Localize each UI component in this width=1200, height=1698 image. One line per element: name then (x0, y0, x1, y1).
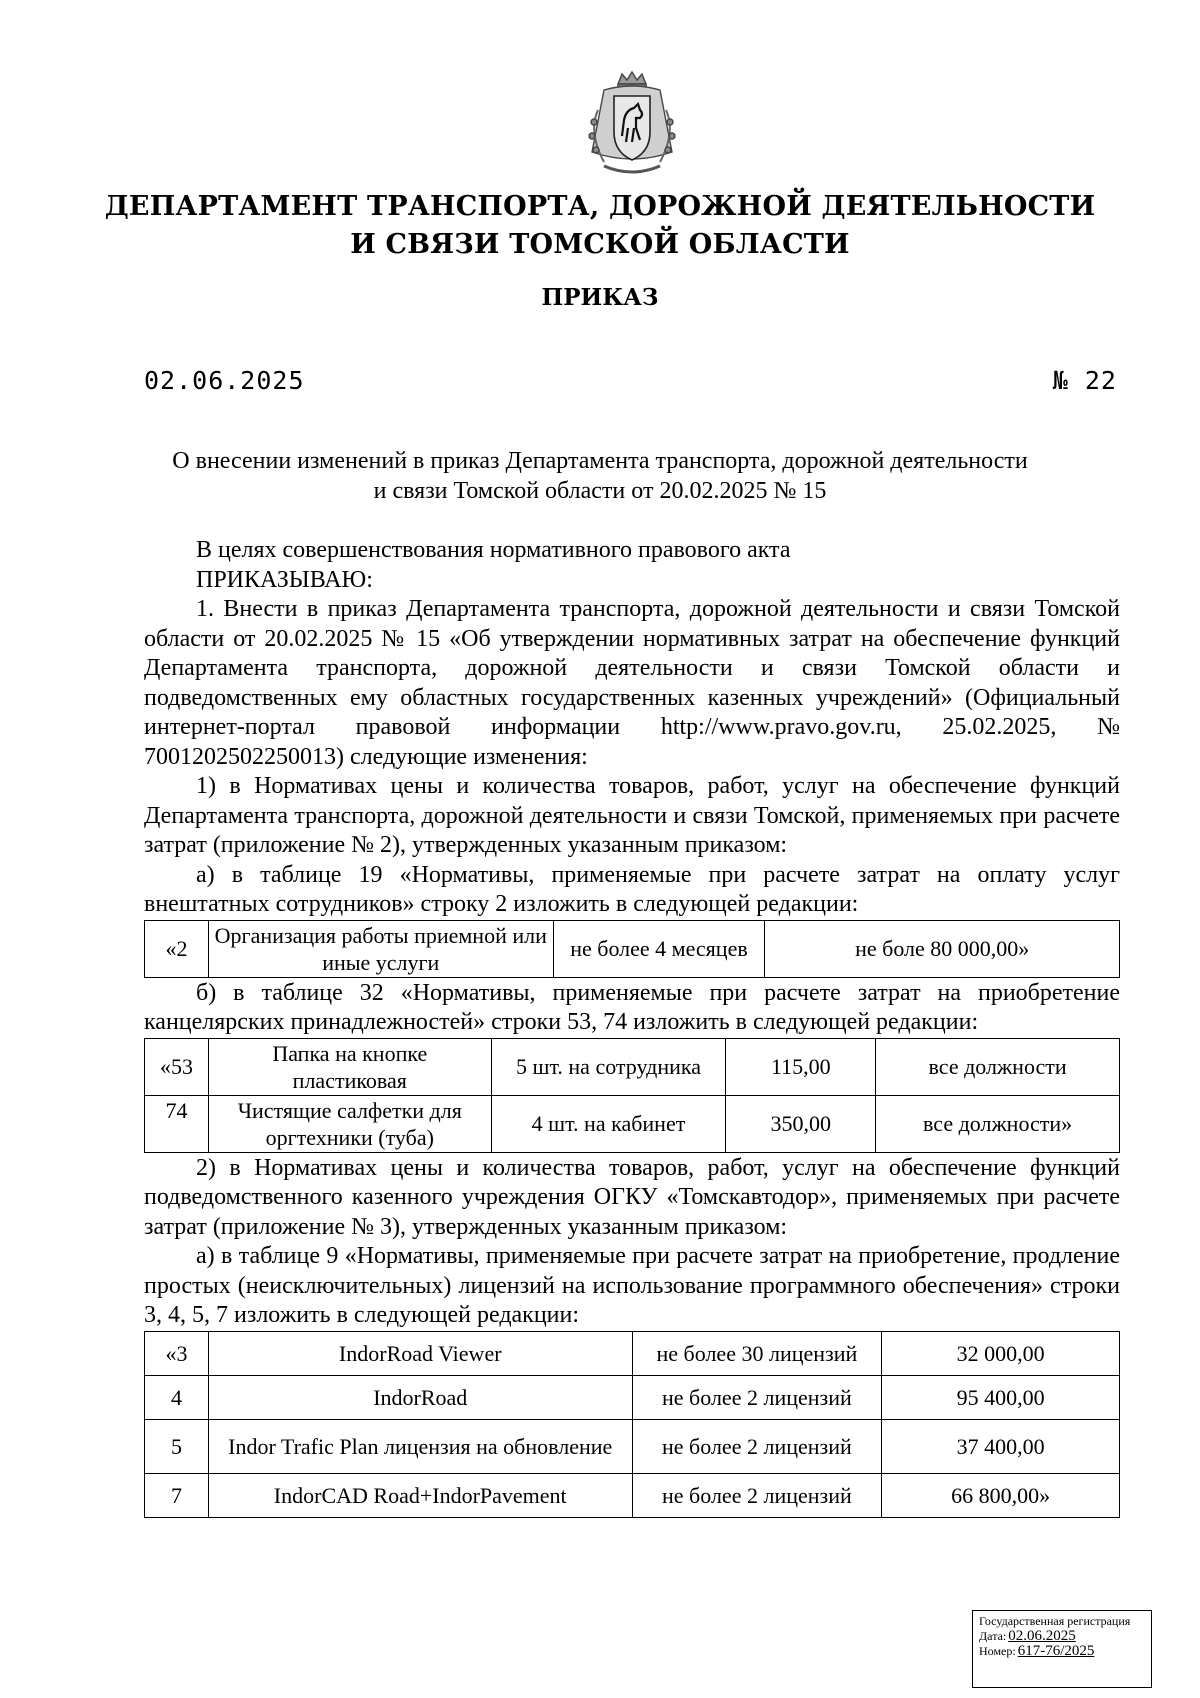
table-9-rows (144, 1331, 1120, 1518)
document-body (144, 536, 1120, 1519)
table-cell: не более 4 месяцев (553, 920, 765, 977)
table-cell: «3 (145, 1331, 209, 1375)
table-cell: все должности» (876, 1095, 1120, 1152)
table-cell: Чистящие салфетки для оргтехники (туба) (208, 1095, 491, 1152)
paragraph-1-2-a: а) в таблице 9 «Нормативы, применяемые при расчете затрат на приобретение, продление простых (неисключительных) лицензий на использование программного обеспечения» строки 3, 4, 5, 7 изложить в следующей редакции: (144, 1243, 1120, 1328)
table-cell: 5 (145, 1419, 209, 1473)
table-cell: «53 (145, 1038, 209, 1095)
table-row (145, 1375, 1120, 1419)
table-row (145, 920, 1120, 977)
table-cell: не боле 80 000,00» (765, 920, 1120, 977)
table-cell: 5 шт. на сотрудника (491, 1038, 726, 1095)
table-row (145, 1419, 1120, 1473)
table-cell: все должности (876, 1038, 1120, 1095)
document-subject: О внесении изменений в приказ Департамента транспорта, дорожной деятельности и связи Томской области от 20.02.2025 № 15 (172, 448, 1028, 504)
organization-name-line-2: И СВЯЗИ ТОМСКОЙ ОБЛАСТИ (350, 229, 850, 260)
table-cell: Организация работы приемной или иные услуги (208, 920, 553, 977)
table-cell: 115,00 (726, 1038, 876, 1095)
table-cell: 7 (145, 1473, 209, 1517)
organization-name (0, 188, 1200, 264)
registration-number-label: Номер: (979, 1644, 1016, 1658)
table-cell: не более 30 лицензий (632, 1331, 882, 1375)
registration-number-value: 617-76/2025 (1017, 1643, 1095, 1659)
table-row (145, 1473, 1120, 1517)
table-cell: 4 шт. на кабинет (491, 1095, 726, 1152)
table-cell: IndorCAD Road+IndorPavement (208, 1473, 632, 1517)
table-cell: IndorRoad (208, 1375, 632, 1419)
table-19-row (144, 920, 1120, 978)
document-number: № 22 (1052, 366, 1117, 395)
paragraph-purpose: В целях совершенствования нормативного правового акта (196, 537, 791, 563)
table-cell: не более 2 лицензий (632, 1375, 882, 1419)
paragraph-1-1-a: а) в таблице 19 «Нормативы, применяемые при расчете затрат на оплату услуг внештатных сотрудников» строку 2 изложить в следующей редакции: (144, 861, 1120, 917)
registration-date-label: Дата: (979, 1629, 1007, 1643)
table-cell: Indor Trafic Plan лицензия на обновление (208, 1419, 632, 1473)
table-cell: 32 000,00 (882, 1331, 1120, 1375)
registration-date-value: 02.06.2025 (1008, 1628, 1076, 1644)
table-row (145, 1331, 1120, 1375)
table-32-rows (144, 1038, 1120, 1153)
organization-name-line-1: ДЕПАРТАМЕНТ ТРАНСПОРТА, ДОРОЖНОЙ ДЕЯТЕЛЬНОСТИ (104, 191, 1096, 222)
table-cell: 350,00 (726, 1095, 876, 1152)
document-date: 02.06.2025 (144, 366, 305, 395)
table-cell: Папка на кнопке пластиковая (208, 1038, 491, 1095)
table-cell: 66 800,00» (882, 1473, 1120, 1517)
registration-title: Государственная регистрация (979, 1614, 1131, 1628)
table-row (145, 1095, 1120, 1152)
paragraph-1-2: 2) в Нормативах цены и количества товаров, работ, услуг на обеспечение функций подведомственного казенного учреждения ОГКУ «Томскавтодор», применяемых при расчете затрат (приложение № 3), утвержденных указанным приказом: (144, 1154, 1120, 1240)
paragraph-order: ПРИКАЗЫВАЮ: (196, 566, 373, 593)
table-cell: 4 (145, 1375, 209, 1419)
table-cell: IndorRoad Viewer (208, 1331, 632, 1375)
document-type: ПРИКАЗ (541, 284, 659, 311)
table-row (145, 1038, 1120, 1095)
table-cell: не более 2 лицензий (632, 1473, 882, 1517)
table-cell: не более 2 лицензий (632, 1419, 882, 1473)
tomsk-oblast-coat-of-arms-icon (574, 70, 690, 180)
table-cell: «2 (145, 920, 209, 977)
paragraph-1-1: 1) в Нормативах цены и количества товаров, работ, услуг на обеспечение функций Департамента транспорта, дорожной деятельности и связи Томской, применяемых при расчете затрат (приложение № 2), утвержденных указанным приказом: (144, 773, 1120, 858)
table-cell: 74 (145, 1095, 209, 1152)
paragraph-1-1-b: б) в таблице 32 «Нормативы, применяемые при расчете затрат на приобретение канцелярских принадлежностей» строки 53, 74 изложить в следующей редакции: (144, 979, 1120, 1035)
table-cell: 37 400,00 (882, 1419, 1120, 1473)
registration-stamp (972, 1610, 1152, 1688)
table-cell: 95 400,00 (882, 1375, 1120, 1419)
paragraph-1: 1. Внести в приказ Департамента транспорта, дорожной деятельности и связи Томской области от 20.02.2025 № 15 «Об утверждении нормативных затрат на обеспечение функций Департамента транспорта, дорожной деятельности и связи Томской области и подведомственных ему областных государственных казенных учреждений» (Официальный интернет-портал правовой информации http://www.pravo.gov.ru, 25.02.2025, № 7001202502250013) следующие изменения: (144, 596, 1120, 770)
